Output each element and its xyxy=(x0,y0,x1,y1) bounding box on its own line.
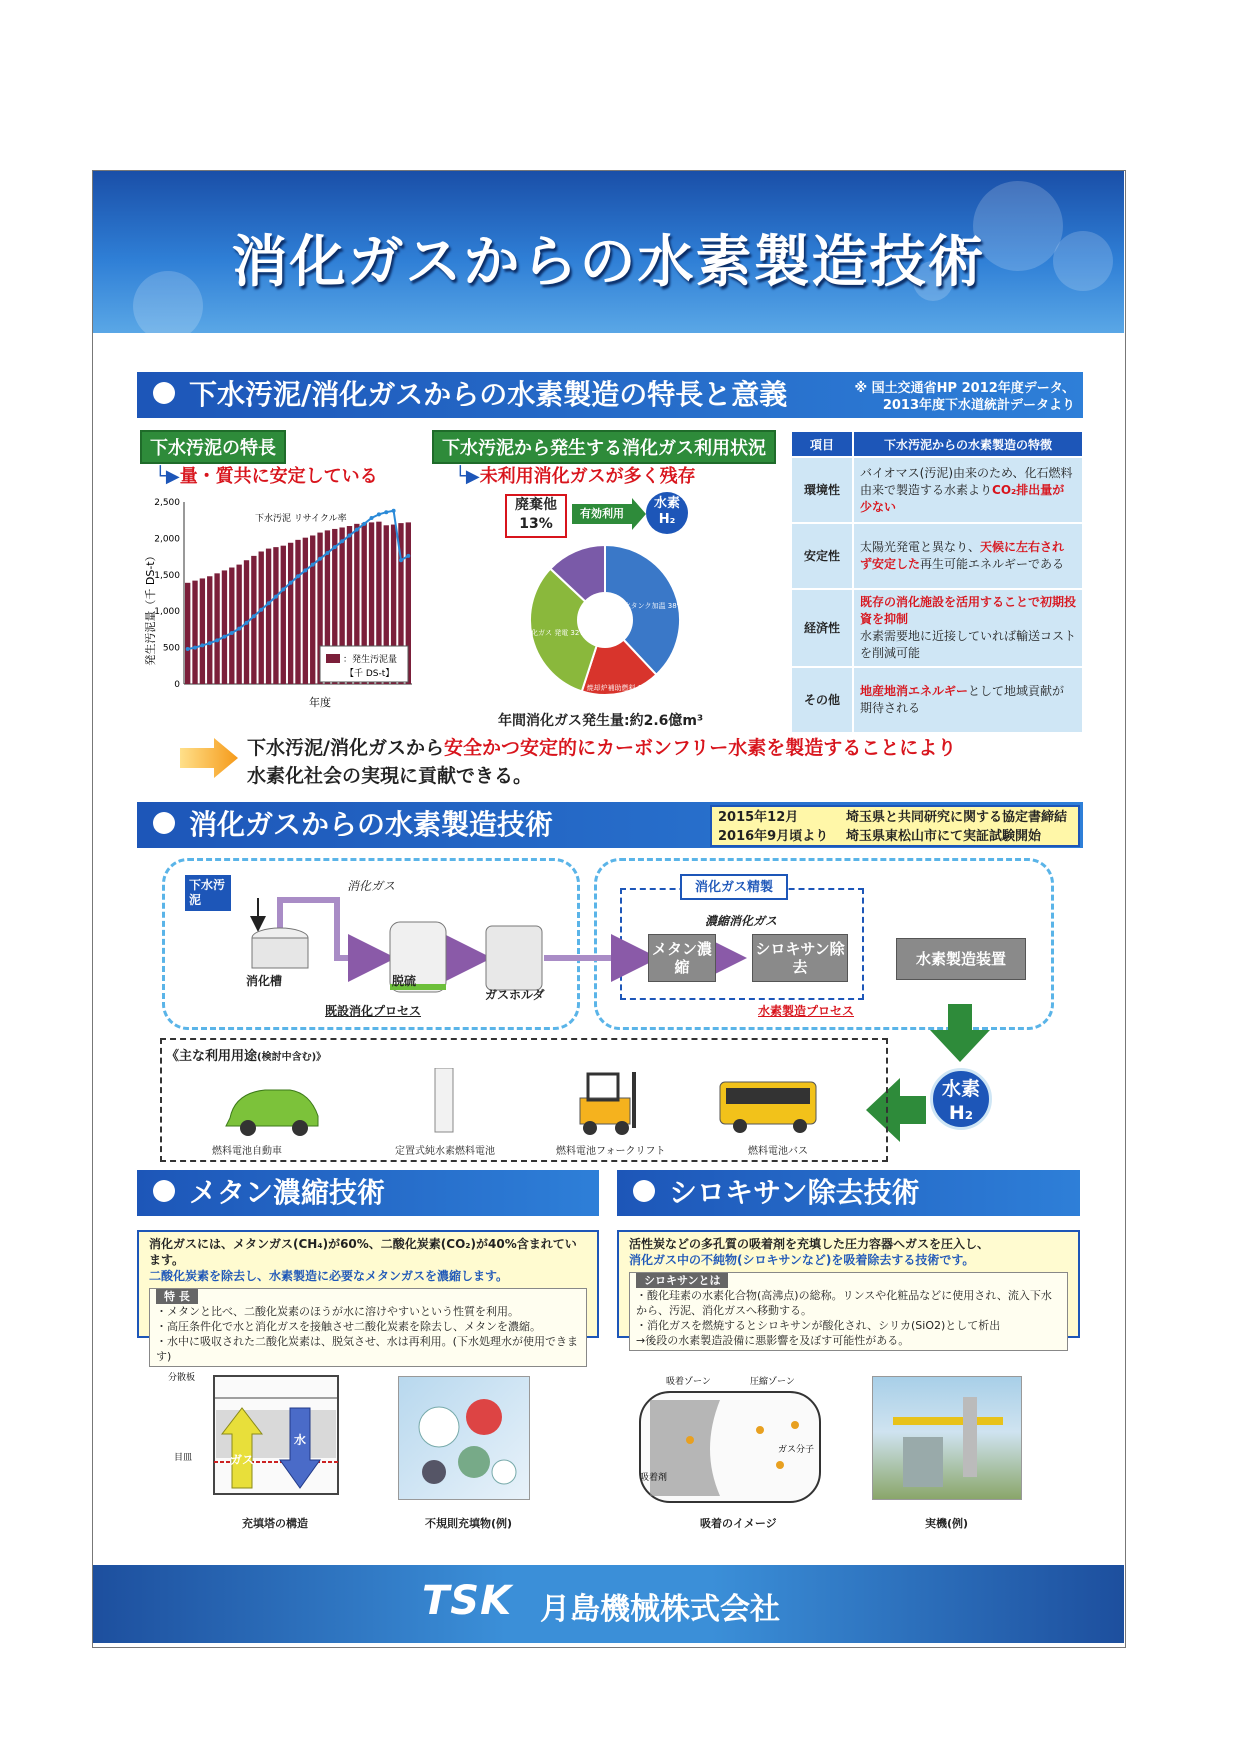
methane-explain-box xyxy=(137,1230,599,1363)
feature-tag: シロキサンとは xyxy=(636,1273,728,1288)
h2-sub: H₂ xyxy=(658,512,676,527)
zone1-label: 吸着ゾーン xyxy=(666,1377,711,1387)
table-row xyxy=(792,458,1082,522)
bar xyxy=(214,573,219,684)
table-row xyxy=(792,524,1082,588)
line-point xyxy=(259,608,263,612)
table-row xyxy=(792,668,1082,732)
conclusion-c: 水素化社会の実現に貢献できる。 xyxy=(247,765,533,787)
gas-point xyxy=(455,462,696,488)
line-point xyxy=(289,581,293,585)
line-point xyxy=(377,512,381,516)
row-text-rest: 再生可能エネルギーである xyxy=(920,557,1065,571)
bar xyxy=(229,568,234,684)
annual-gas-total: 年間消化ガス発生量:約2.6億m³ xyxy=(498,713,704,729)
bar xyxy=(207,576,212,684)
siloxane-explain-box xyxy=(617,1230,1080,1347)
methane-bullet: ・高圧条件化で水と消化ガスを接触させ二酸化炭素を除去し、メタンを濃縮。 xyxy=(156,1320,541,1333)
digestion-gas-label: 消化ガス xyxy=(347,879,396,893)
line-point xyxy=(186,647,190,651)
table-header-feature: 下水汚泥からの水素製造の特徴 xyxy=(854,432,1082,456)
conclusion-b: 安全かつ安定的にカーボンフリー水素を製造することにより xyxy=(443,737,957,759)
bar xyxy=(200,578,205,684)
line-point xyxy=(208,641,212,645)
h2-label: 水素 xyxy=(653,496,680,511)
line-point xyxy=(267,601,271,605)
legend-series: ：発生汚泥量 xyxy=(343,655,398,665)
hydrogen-badge xyxy=(646,492,688,534)
y-tick-label: 1,000 xyxy=(154,607,180,618)
sewage-sludge-label: 下水汚泥 xyxy=(185,875,231,911)
bar xyxy=(185,583,190,684)
h2-label: 水素 xyxy=(941,1078,980,1100)
milestone-event: 埼玉県と共同研究に関する協定書締結 xyxy=(846,810,1068,825)
row-text xyxy=(854,590,1082,666)
y-tick-label: 2,500 xyxy=(154,498,180,508)
methane-bullet: ・水中に吸収された二酸化炭素は、脱気させ、水は再利用。(下水処理水が使用できます) xyxy=(156,1335,578,1363)
row-key: その他 xyxy=(792,668,852,732)
bar xyxy=(310,535,315,684)
bar xyxy=(192,581,197,684)
bullet-dot-icon xyxy=(633,1180,655,1202)
legend-unit: 【千 DS-t】 xyxy=(345,669,395,679)
y-tick-label: 0 xyxy=(174,680,180,690)
row-key: 安定性 xyxy=(792,524,852,588)
fuel-cell-bus-icon xyxy=(720,1082,816,1133)
line-point xyxy=(281,587,285,591)
siloxane-removal-box: シロキサン除去 xyxy=(752,934,848,982)
gas-holder-label: ガスホルダ xyxy=(485,988,545,1002)
row-text-emph: CO₂排出量が少ない xyxy=(860,482,1065,514)
methane-intro-emph: 二酸化炭素を除去し、水素製造に必要なメタンガスを濃縮します。 xyxy=(149,1269,509,1283)
gas-usage-donut-chart xyxy=(520,535,690,705)
row-text-rest: として地域貢献が期待される xyxy=(860,684,1065,715)
table-header-item: 項目 xyxy=(792,432,852,456)
zone2-label: 圧縮ゾーン xyxy=(750,1377,795,1387)
methane-concentration-box: メタン濃縮 xyxy=(648,934,716,982)
line-point xyxy=(193,646,197,650)
y-tick-label: 500 xyxy=(162,643,180,654)
line-point xyxy=(370,516,374,520)
siloxane-bullet: ・酸化珪素の水素化合物(高沸点)の総称。リンスや化粧品などに使用され、流入下水から、汚泥、消化ガスへ移動する。 xyxy=(636,1289,1052,1317)
arrow-right-icon: └▶ xyxy=(455,466,480,487)
bar xyxy=(266,549,271,684)
table-row xyxy=(792,590,1082,666)
h2-production-device-box: 水素製造装置 xyxy=(896,938,1026,980)
bar xyxy=(281,546,286,684)
row-text-plain: バイオマス(汚泥)由来のため、化石燃料由来で製造する水素より xyxy=(860,465,1073,497)
row-text xyxy=(854,458,1082,522)
feature-table-wrap xyxy=(790,430,1084,734)
methane-intro: 消化ガスには、メタンガス(CH₄)が60%、二酸化炭素(CO₂)が40%含まれています。 xyxy=(149,1237,577,1267)
discard-box xyxy=(505,494,567,538)
section1-heading: 下水汚泥/消化ガスからの水素製造の特長と意義 xyxy=(189,378,788,411)
bar xyxy=(303,538,308,684)
line-point xyxy=(325,551,329,555)
row-text xyxy=(854,668,1082,732)
line-point xyxy=(362,522,366,526)
line-point xyxy=(230,631,234,635)
bullet-dot-icon xyxy=(153,812,175,834)
fuel-cell-car-icon xyxy=(226,1090,318,1136)
line-point xyxy=(333,545,337,549)
siloxane-intro: 活性炭などの多孔質の吸着剤を充填した圧力容器へガスを圧入し、 xyxy=(629,1237,990,1251)
x-axis-label: 年度 xyxy=(309,696,331,709)
source-note xyxy=(830,380,1075,414)
sludge-point-text: 量・質共に安定している xyxy=(179,466,378,487)
source-note-line1: ※ 国土交通省HP 2012年度データ、 xyxy=(854,381,1075,396)
stationary-fuel-cell-icon xyxy=(435,1068,453,1132)
line-point xyxy=(296,574,300,578)
discard-value: 13% xyxy=(519,516,553,532)
row-text-rest: 水素需要地に近接していれば輸送コストを削減可能 xyxy=(860,629,1077,660)
adsorbent-label: 吸着剤 xyxy=(640,1473,668,1483)
existing-process-label: 既設消化プロセス xyxy=(325,1004,422,1018)
use-label: 燃料電池バス xyxy=(748,1146,808,1157)
line-point xyxy=(392,509,396,513)
adsorption-caption: 吸着のイメージ xyxy=(700,1517,777,1530)
milestones-box xyxy=(710,805,1080,847)
line-point xyxy=(237,627,241,631)
milestone-date: 2016年9月頃より xyxy=(718,829,829,844)
row-key: 経済性 xyxy=(792,590,852,666)
conclusion xyxy=(247,734,956,790)
y-tick-label: 2,000 xyxy=(154,534,180,545)
fig-water-label: 水 xyxy=(293,1433,307,1447)
row-key: 環境性 xyxy=(792,458,852,522)
milestone-date: 2015年12月 xyxy=(718,810,799,825)
h2-process-label: 水素製造プロセス xyxy=(758,1004,855,1018)
line-point xyxy=(215,638,219,642)
equipment-caption: 実機(例) xyxy=(925,1517,969,1530)
line-point xyxy=(274,595,278,599)
section4-header xyxy=(617,1170,1080,1216)
line-point xyxy=(384,510,388,514)
section3-header xyxy=(137,1170,599,1216)
uses-heading-note: (検討中含む)》 xyxy=(257,1052,327,1063)
chart-annotation: 下水汚泥 リサイクル率 xyxy=(255,514,347,524)
feature-table xyxy=(790,430,1084,734)
line-point xyxy=(340,539,344,543)
arrow-right-icon: └▶ xyxy=(155,466,180,487)
line-point xyxy=(347,533,351,537)
row-text xyxy=(854,524,1082,588)
methane-feature-box xyxy=(149,1288,587,1367)
hydrogen-output-badge xyxy=(930,1068,992,1130)
gas-usage-label: 下水汚泥から発生する消化ガス利用状況 xyxy=(432,430,776,464)
line-point xyxy=(399,558,403,562)
sludge-feature-label: 下水汚泥の特長 xyxy=(140,430,286,464)
siloxane-bullet: →後段の水素製造設備に悪影響を及ぼす可能性がある。 xyxy=(636,1334,910,1347)
bar xyxy=(251,556,256,684)
gas-molecule-label: ガス分子 xyxy=(778,1445,815,1455)
line-point xyxy=(311,563,315,567)
bar xyxy=(273,547,278,684)
feature-tag: 特 長 xyxy=(156,1289,198,1304)
bullet-dot-icon xyxy=(153,382,175,404)
company-name: 月島機械株式会社 xyxy=(540,1592,780,1627)
bar xyxy=(288,543,293,684)
section4-heading: シロキサン除去技術 xyxy=(669,1176,920,1209)
siloxane-feature-box xyxy=(629,1272,1068,1351)
section2-heading: 消化ガスからの水素製造技術 xyxy=(189,808,554,841)
effective-use-arrow: 有効利用 xyxy=(572,504,632,524)
packing-caption: 不規則充填物(例) xyxy=(425,1517,513,1530)
arrow-down-icon xyxy=(930,1004,990,1062)
y-tick-label: 1,500 xyxy=(154,570,180,581)
bullet-dot-icon xyxy=(153,1180,175,1202)
packed-tower-caption: 充填塔の構造 xyxy=(242,1517,308,1530)
digester-label: 消化槽 xyxy=(246,974,283,988)
use-label: 定置式純水素燃料電池 xyxy=(395,1146,495,1157)
bar xyxy=(295,540,300,684)
packed-tower-diagram xyxy=(160,1368,360,1510)
y-axis-label: 発生汚泥量（千 DS-t） xyxy=(144,550,157,666)
source-note-line2: 2013年度下水道統計データより xyxy=(882,398,1075,413)
line-point xyxy=(303,568,307,572)
slice-label-incinerator: 焼却炉補助燃料 17% xyxy=(586,684,654,692)
equipment-photo xyxy=(872,1376,1022,1500)
packing-photo xyxy=(398,1376,530,1500)
gas-point-text: 未利用消化ガスが多く残存 xyxy=(479,466,696,487)
siloxane-bullet: ・消化ガスを燃焼するとシロキサンが酸化され、シリカ(SiO2)として析出 xyxy=(636,1319,1001,1332)
legend-swatch xyxy=(326,654,340,663)
line-point xyxy=(252,614,256,618)
milestone-event: 埼玉県東松山市にて実証試験開始 xyxy=(846,829,1042,844)
sludge-bar-chart xyxy=(140,488,430,710)
fig-mesh-label: 目皿 xyxy=(174,1453,193,1463)
digester-tank-body xyxy=(252,938,308,968)
refine-label: 消化ガス精製 xyxy=(680,874,788,900)
donut-hole xyxy=(577,592,633,648)
use-label: 燃料電池自動車 xyxy=(212,1146,282,1157)
line-point xyxy=(222,635,226,639)
line-point xyxy=(355,528,359,532)
bar xyxy=(236,565,241,684)
row-text-emph: 天候に左右されず安定した xyxy=(860,540,1065,571)
siloxane-intro-emph: 消化ガス中の不純物(シロキサンなど)を吸着除去する技術です。 xyxy=(629,1253,975,1267)
uses-heading-text: 《主な利用用途 xyxy=(166,1049,258,1064)
company-logo: TSK xyxy=(422,1578,513,1624)
fig-plate-label: 分散板 xyxy=(168,1373,196,1383)
line-point xyxy=(200,643,204,647)
conclusion-a: 下水汚泥/消化ガスから xyxy=(247,737,444,759)
forklift-icon xyxy=(580,1072,636,1135)
section3-heading: メタン濃縮技術 xyxy=(189,1176,386,1209)
desulfurizer-label: 脱硫 xyxy=(392,974,417,988)
bar xyxy=(222,570,227,684)
row-text-emph: 既存の消化施設を活用することで初期投資を抑制 xyxy=(860,595,1077,626)
sludge-point xyxy=(155,462,378,488)
h2-sub: H₂ xyxy=(948,1102,974,1124)
row-text-plain: 太陽光発電と異なり、 xyxy=(860,540,981,554)
arrow-right-icon xyxy=(632,498,646,530)
methane-bullet: ・メタンと比べ、二酸化炭素のほうが水に溶けやすいという性質を利用。 xyxy=(156,1305,519,1318)
line-point xyxy=(318,557,322,561)
discard-label: 廃棄他 xyxy=(515,497,557,513)
fig-gas-label: ガス xyxy=(229,1453,255,1467)
uses-heading xyxy=(166,1045,326,1064)
slice-label-power: 消化ガス 発電 32% xyxy=(523,629,587,637)
gas-holder-icon xyxy=(486,926,542,990)
page-title: 消化ガスからの水素製造技術 xyxy=(231,230,986,295)
row-text-emph: 地産地消エネルギー xyxy=(860,684,969,698)
use-label: 燃料電池フォークリフト xyxy=(556,1146,666,1157)
slice-label-heating: 消化タンク加温 38% xyxy=(616,602,684,610)
line-point xyxy=(245,621,249,625)
uses-illustrations xyxy=(180,1068,870,1138)
concentrated-gas-label: 濃縮消化ガス xyxy=(705,914,778,928)
line-point xyxy=(406,554,410,558)
big-arrow-icon xyxy=(180,738,240,778)
bar xyxy=(259,552,264,684)
adsorption-diagram xyxy=(630,1370,830,1512)
